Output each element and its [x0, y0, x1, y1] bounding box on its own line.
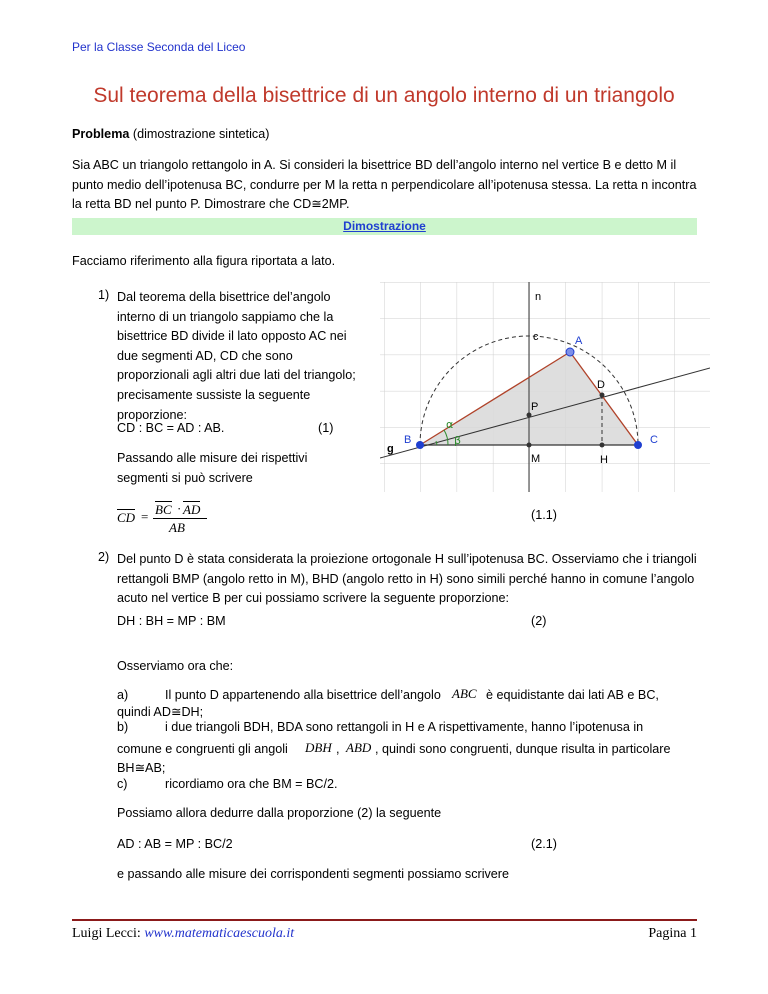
item1-passing-text: Passando alle misure dei rispettivi segmenti si può scrivere	[117, 451, 308, 485]
footer-author-block	[72, 926, 294, 942]
point-b-text-2: comune e congruenti gli angoli	[117, 742, 288, 756]
equation-2-1: AD : AB = MP : BC/2	[117, 837, 233, 851]
label-a: A	[575, 335, 583, 347]
point-a	[566, 348, 574, 356]
formula-dot: ·	[177, 501, 182, 516]
point-a-conclusion: quindi AD≅DH;	[117, 705, 204, 719]
problem-subtitle: (dimostrazione sintetica)	[129, 127, 270, 141]
proof-heading-bar	[72, 218, 697, 235]
formula-1-1-number: (1.1)	[531, 508, 557, 522]
footer-page-number: Pagina 1	[648, 926, 697, 941]
label-b: B	[404, 434, 412, 446]
point-b-conclusion: BH≅AB;	[117, 761, 166, 775]
angle-dbh: DBH	[305, 740, 332, 755]
point-c-text: ricordiamo ora che BM = BC/2.	[165, 777, 338, 791]
problem-heading	[72, 127, 269, 141]
formula-den: AB	[169, 520, 185, 535]
point-b-text-3: , quindi sono congruenti, dunque risulta in particolare	[375, 742, 671, 756]
footer-divider	[72, 919, 697, 921]
equation-2: DH : BH = MP : BM	[117, 614, 226, 628]
label-p: P	[531, 401, 539, 413]
formula-num-b: AD	[183, 502, 201, 517]
angle-separator: ,	[336, 742, 340, 756]
point-b-label: b)	[117, 720, 129, 734]
label-beta: β	[454, 434, 462, 447]
point-a-text-cont: è equidistante dai lati AB e BC,	[486, 688, 659, 702]
label-m: M	[531, 453, 541, 465]
deduce-text: Possiamo allora dedurre dalla proporzione (2) la seguente	[117, 806, 442, 820]
final-text: e passando alle misure dei corrispondenti segmenti possiamo scrivere	[117, 867, 509, 881]
label-c: c	[533, 331, 539, 343]
formula-equals: =	[141, 509, 149, 524]
label-d: D	[597, 379, 605, 391]
proof-heading: Dimostrazione	[343, 219, 426, 233]
item2-text: Del punto D è stata considerata la proiezione ortogonale H sull’ipotenusa BC. Osserviamo che i triangoli rettangoli BMP (angolo retto in M), BHD (angolo retto in H) sono simili perché hanno in comune l’angolo acuto nel vertice B per cui possiamo scrivere la seguente proporzione:	[117, 552, 697, 606]
equation-2-1-number: (2.1)	[531, 837, 557, 851]
item-number-2: 2)	[98, 550, 110, 564]
label-g: g	[387, 443, 394, 455]
footer-site-link[interactable]: www.matematicaescuola.it	[144, 926, 295, 941]
equation-2-number: (2)	[531, 614, 547, 628]
footer-author: Luigi Lecci:	[72, 926, 141, 941]
item-number-1: 1)	[98, 288, 110, 302]
formula-num-a: BC	[155, 502, 172, 517]
label-c-vertex: C	[650, 434, 658, 446]
observe-text: Osserviamo ora che:	[117, 659, 234, 673]
angle-abd: ABD	[346, 740, 372, 755]
figure-reference: Facciamo riferimento alla figura riportata a lato.	[72, 254, 336, 268]
point-b-text: i due triangoli BDH, BDA sono rettangoli in H e A rispettivamente, hanno l’ipotenusa in	[165, 720, 644, 734]
geometry-figure	[380, 282, 710, 492]
equation-1-number: (1)	[318, 421, 334, 435]
problem-label: Problema	[72, 127, 130, 141]
point-d	[600, 393, 605, 398]
point-b	[416, 441, 424, 449]
document-title: Sul teorema della bisettrice di un angolo interno di un triangolo	[93, 84, 675, 107]
fraction-bar	[153, 518, 207, 519]
page-header: Per la Classe Seconda del Liceo	[72, 40, 246, 54]
point-h	[600, 443, 605, 448]
label-n: n	[535, 291, 542, 303]
point-p	[527, 413, 532, 418]
formula-lhs: CD	[117, 510, 136, 525]
point-a-text: Il punto D appartenendo alla bisettrice dell’angolo	[165, 688, 441, 702]
point-c-label: c)	[117, 777, 128, 791]
label-h: H	[600, 454, 608, 466]
point-m	[527, 443, 532, 448]
item1-text: Dal teorema della bisettrice del’angolo interno di un triangolo sappiamo che la bisettrice BD divide il lato opposto AC nei due segmenti AD, CD che sono proporzionali agli altri due lati del triangolo; precisamente sussiste la seguente proporzione:	[117, 290, 356, 422]
point-a-label: a)	[117, 688, 129, 702]
angle-abc: ABC	[452, 686, 477, 701]
label-alpha: α	[446, 418, 454, 431]
formula-1-1	[117, 498, 237, 542]
equation-1: CD : BC = AD : AB.	[117, 421, 225, 435]
problem-statement: Sia ABC un triangolo rettangolo in A. Si consideri la bisettrice BD dell’angolo interno nel vertice B e detto M il punto medio dell’ipotenusa BC, condurre per M la retta n perpendicolare all’ipotenusa stessa. La retta n incontra la retta BD nel punto P. Dimostrare che CD≅2MP.	[72, 158, 697, 211]
point-c	[634, 441, 642, 449]
